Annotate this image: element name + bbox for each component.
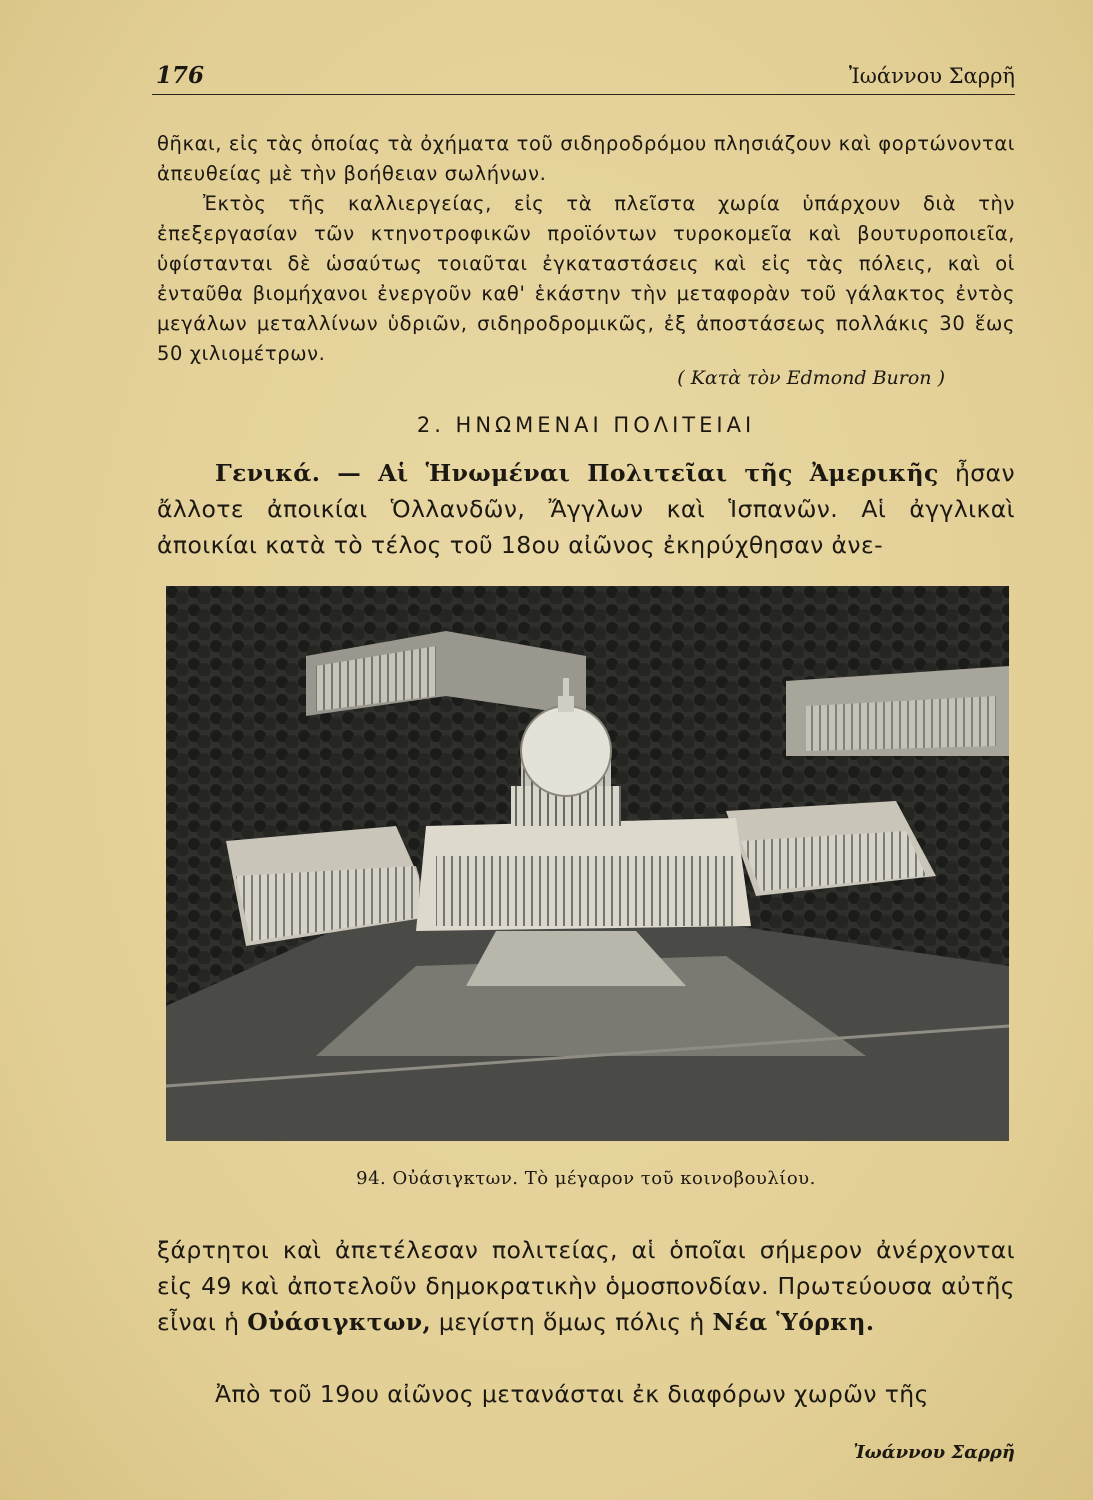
lead-text: ἦσαν ἄλλοτε ἀποικίαι Ὁλλανδῶν, Ἄγγλων καὶ Ἱσπανῶν. Αἱ ἀγγλικαὶ ἀποικίαι κατὰ τὸ τέλος τοῦ 18ου αἰῶνος ἐκηρύχθησαν ἀνε- xyxy=(157,459,1015,559)
lead-heading: Γενικά. — Αἱ Ἡνωμέναι Πολιτεῖαι τῆς Ἀμερικῆς xyxy=(215,459,939,487)
capital-name: Οὐάσιγκτων, xyxy=(247,1308,432,1336)
capitol-photo xyxy=(166,586,1009,1141)
running-head: Ἰωάννου Σαρρῆ xyxy=(848,64,1015,88)
section-title: 2. ΗΝΩΜΕΝΑΙ ΠΟΛΙΤΕΙΑΙ xyxy=(416,413,756,437)
paragraph-1-text: θῆκαι, εἰς τὰς ὁποίας τὰ ὀχήματα τοῦ σιδηροδρόμου πλησιάζουν καὶ φορτώνονται ἀπευθείας μὲ τὴν βοήθειαν σωλήνων. xyxy=(157,132,1015,185)
lead-paragraph xyxy=(157,455,1015,563)
largest-city-name: Νέα Ὑόρκη. xyxy=(712,1308,875,1336)
page-number: 176 xyxy=(156,62,205,89)
paragraph-3 xyxy=(157,1232,1015,1340)
paragraph-4-text: Ἀπὸ τοῦ 19ου αἰῶνος μετανάσται ἐκ διαφόρων χωρῶν τῆς xyxy=(215,1380,929,1408)
paragraph-3-text-a: ξάρτητοι καὶ ἀπετέλεσαν πολιτείας, αἱ ὁποῖαι σήμερον ἀνέρχονται εἰς 49 καὶ ἀποτελοῦν δημοκρατικὴν ὁμοσπονδίαν. Πρωτεύουσα αὐτῆς εἶναι ἡ xyxy=(157,1236,1015,1336)
capitol-illustration xyxy=(166,586,1009,1141)
paragraph-2 xyxy=(157,189,1015,369)
paragraph-1 xyxy=(157,129,1015,189)
paragraph-2-text: Ἐκτὸς τῆς καλλιεργείας, εἰς τὰ πλεῖστα χωρία ὑπάρχουν διὰ τὴν ἐπεξεργασίαν τῶν κτηνοτροφικῶν προϊόντων τυροκομεῖα καὶ βουτυροποιεῖα, ὑφίστανται δὲ ὡσαύτως τοιαῦται ἐγκαταστάσεις καὶ εἰς τὰς πόλεις, καὶ οἱ ἐνταῦθα βιομήχανοι ἐνεργοῦν καθ' ἑκάστην τὴν μεταφορὰν τοῦ γάλακτος ἐντὸς μεγάλων μεταλλίνων ὑδριῶν, σιδηροδρομικῶς, ἐξ ἀποστάσεως πολλάκις 30 ἕως 50 χιλιομέτρων. xyxy=(157,192,1015,365)
attribution: ( Κατὰ τὸν Edmond Buron ) xyxy=(677,367,945,389)
footer-author: Ἰωάννου Σαρρῆ xyxy=(853,1442,1015,1463)
paragraph-3-text-c: μεγίστη ὅμως πόλις ἡ xyxy=(431,1308,713,1336)
paragraph-4 xyxy=(157,1376,1015,1412)
figure-caption: 94. Οὐάσιγκτων. Τὸ μέγαρον τοῦ κοινοβουλίου. xyxy=(356,1168,816,1189)
page-header xyxy=(152,62,1015,95)
